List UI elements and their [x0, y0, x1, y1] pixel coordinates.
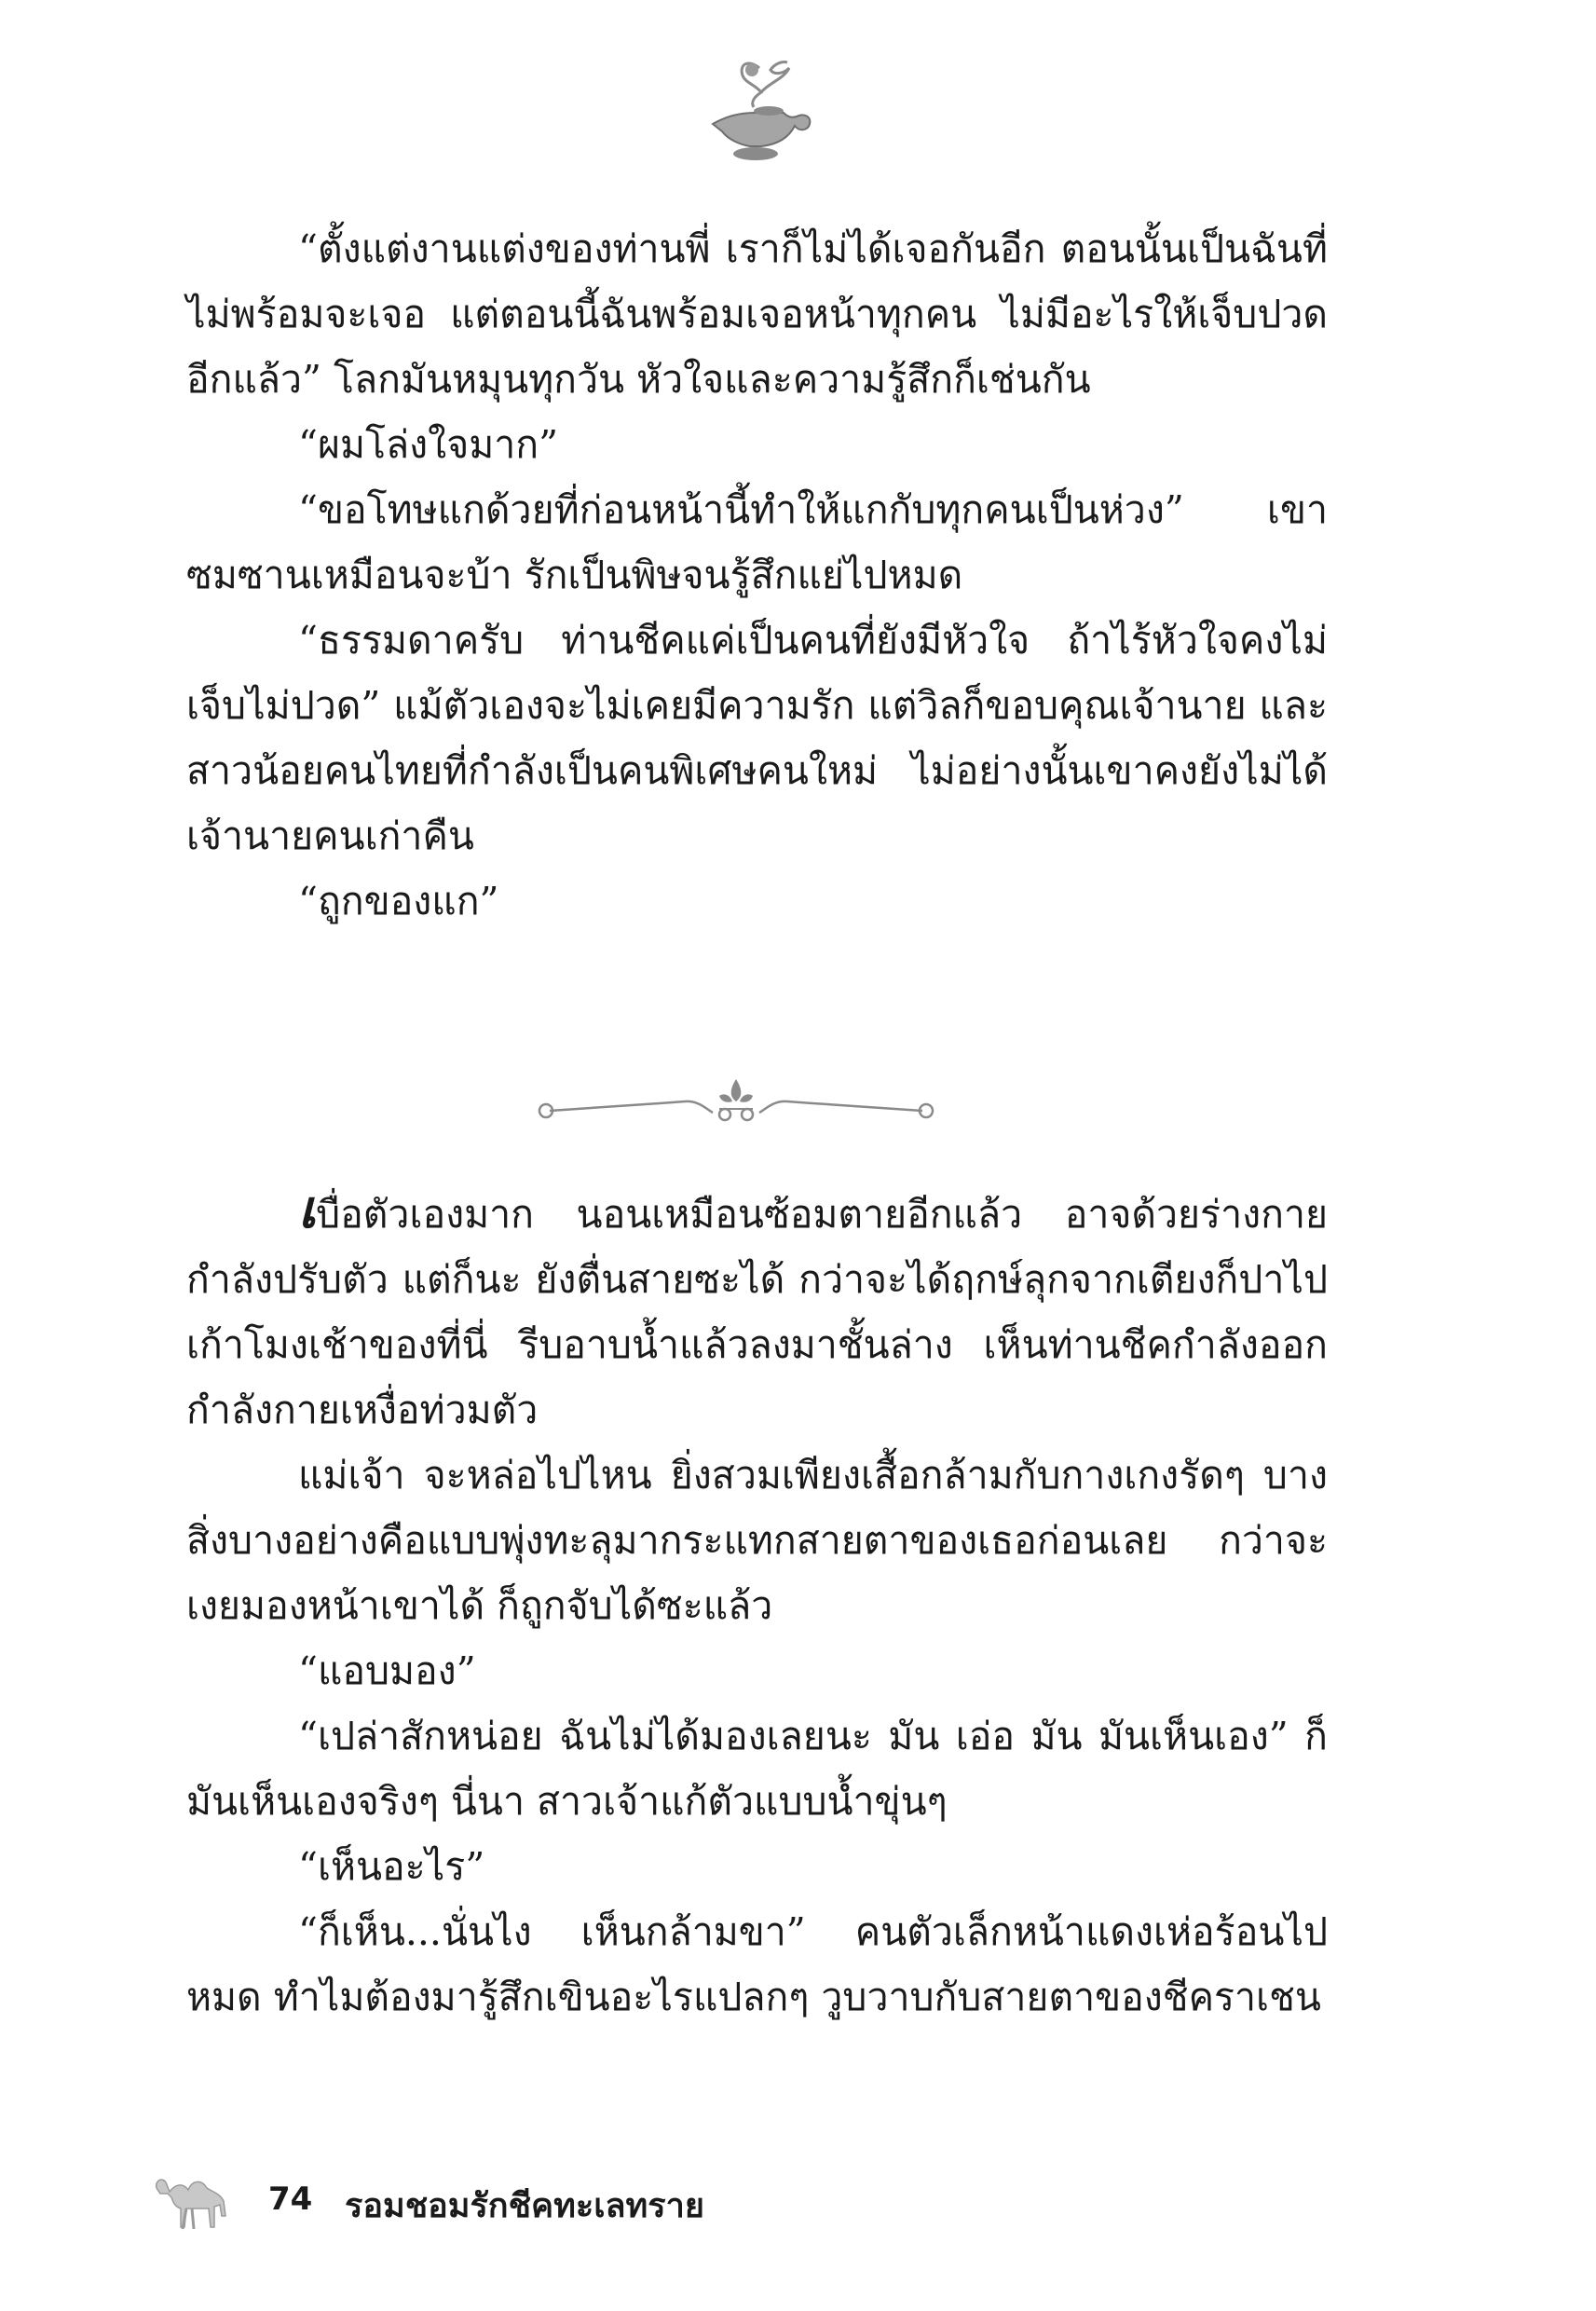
text-block-bottom	[186, 1182, 1328, 2030]
paragraph-first	[186, 1182, 1328, 1443]
paragraph: “ตั้งแต่งานแต่งของท่านพี่ เราก็ไม่ได้เจอกันอีก ตอนนั้นเป็นฉันที่ไม่พร้อมจะเจอ แต่ตอนนี้ฉันพร้อมเจอหน้าทุกคน ไม่มีอะไรให้เจ็บปวดอีกแล้ว” โลกมันหมุนทุกวัน หัวใจและความรู้สึกก็เช่นกัน	[186, 226, 1328, 402]
drop-cap: เ	[298, 1180, 317, 1240]
paragraph: แม่เจ้า จะหล่อไปไหน ยิ่งสวมเพียงเสื้อกล้ามกับกางเกงรัดๆ บางสิ่งบางอย่างคือแบบพุ่งทะลุมากระแทกสายตาของเธอก่อนเลย กว่าจะเงยมองหน้าเขาได้ ก็ถูกจับได้ซะแล้ว	[186, 1453, 1328, 1628]
paragraph: “เห็นอะไร”	[298, 1844, 485, 1889]
scroll-ornament-icon	[522, 1072, 950, 1146]
text-block-top	[186, 216, 1328, 934]
paragraph: “ธรรมดาครับ ท่านชีคแค่เป็นคนที่ยังมีหัวใจ ถ้าไร้หัวใจคงไม่เจ็บไม่ปวด” แม้ตัวเองจะไม่เคยมีความรัก แต่วิลก็ขอบคุณเจ้านาย และสาวน้อยคนไทยที่กำลังเป็นคนพิเศษคนใหม่ ไม่อย่างนั้นเขาคงยังไม่ได้เจ้านายคนเก่าคืน	[186, 618, 1328, 858]
paragraph-first-text: บื่อตัวเองมาก นอนเหมือนซ้อมตายอีกแล้ว อาจด้วยร่างกายกำลังปรับตัว แต่ก็นะ ยังตื่นสายซะได้ กว่าจะได้ฤกษ์ลุกจากเตียงก็ปาไปเก้าโมงเช้าของที่นี่ รีบอาบน้ำแล้วลงมาชั้นล่าง เห็นท่านชีคกำลังออกกำลังกายเหงื่อท่วมตัว	[186, 1192, 1328, 1432]
paragraph: “ก็เห็น...นั่นไง เห็นกล้ามขา” คนตัวเล็กหน้าแดงเห่อร้อนไปหมด ทำไมต้องมารู้สึกเขินอะไรแปลกๆ วูบวาบกับสายตาของชีคราเชน	[186, 1909, 1328, 2019]
book-title: รอมชอมรักชีคทะเลทราย	[345, 2187, 704, 2225]
paragraph: “เปล่าสักหน่อย ฉันไม่ได้มองเลยนะ มัน เอ่อ มัน มันเห็นเอง” ก็มันเห็นเองจริงๆ นี่นา สาวเจ้าแก้ตัวแบบน้ำขุ่นๆ	[186, 1714, 1328, 1824]
paragraph: “ผมโล่งใจมาก”	[298, 422, 559, 467]
paragraph: “ถูกของแก”	[298, 879, 499, 923]
paragraph: “แอบมอง”	[298, 1648, 476, 1693]
page-number: 74	[268, 2181, 313, 2218]
camel-icon	[149, 2160, 242, 2235]
paragraph: “ขอโทษแกด้วยที่ก่อนหน้านี้ทำให้แกกับทุกคนเป็นห่วง” เขาซมซานเหมือนจะบ้า รักเป็นพิษจนรู้สึกแย่ไปหมด	[186, 487, 1328, 597]
page-footer	[149, 2160, 1081, 2235]
genie-lamp-icon	[694, 51, 825, 168]
